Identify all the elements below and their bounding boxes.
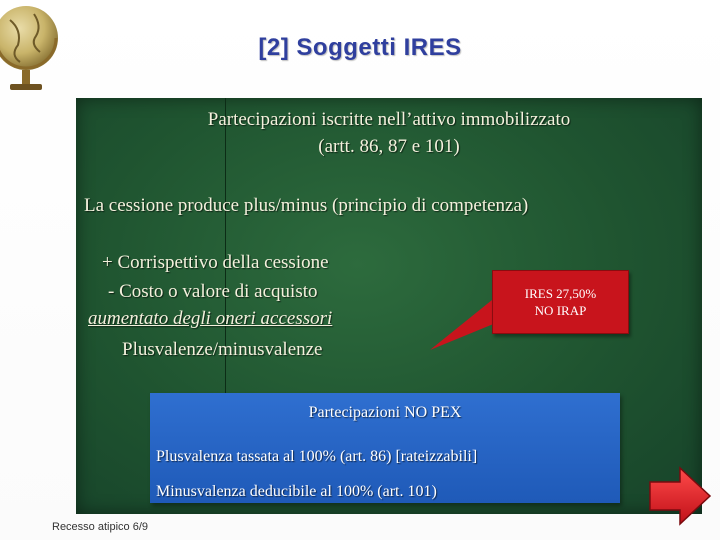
callout-line2: NO IRAP xyxy=(534,303,587,318)
info-box-title: Partecipazioni NO PEX xyxy=(308,404,462,421)
slide-title: [2] Soggetti IRES xyxy=(258,34,462,61)
board-heading-line2: (artt. 86, 87 e 101) xyxy=(318,136,460,157)
tax-callout xyxy=(492,270,629,334)
info-box-line1: Plusvalenza tassata al 100% (art. 86) [rateizzabili] xyxy=(156,448,478,465)
info-box-line2: Minusvalenza deducibile al 100% (art. 101) xyxy=(156,483,437,500)
calc-result: Plusvalenze/minusvalenze xyxy=(122,339,323,360)
callout-line1: IRES 27,50% xyxy=(524,286,597,301)
calc-line-2: - Costo o valore di acquisto xyxy=(108,281,318,302)
calc-line-3: aumentato degli oneri accessori xyxy=(88,308,333,329)
board-heading xyxy=(76,106,702,160)
board-subheading: La cessione produce plus/minus (principio di competenza) xyxy=(84,195,529,216)
calc-line-1: + Corrispettivo della cessione xyxy=(102,252,329,273)
board-heading-line1: Partecipazioni iscritte nell’attivo immobilizzato xyxy=(207,109,571,130)
next-arrow-icon[interactable] xyxy=(646,466,712,526)
slide-footer: Recesso atipico 6/9 xyxy=(52,521,148,533)
